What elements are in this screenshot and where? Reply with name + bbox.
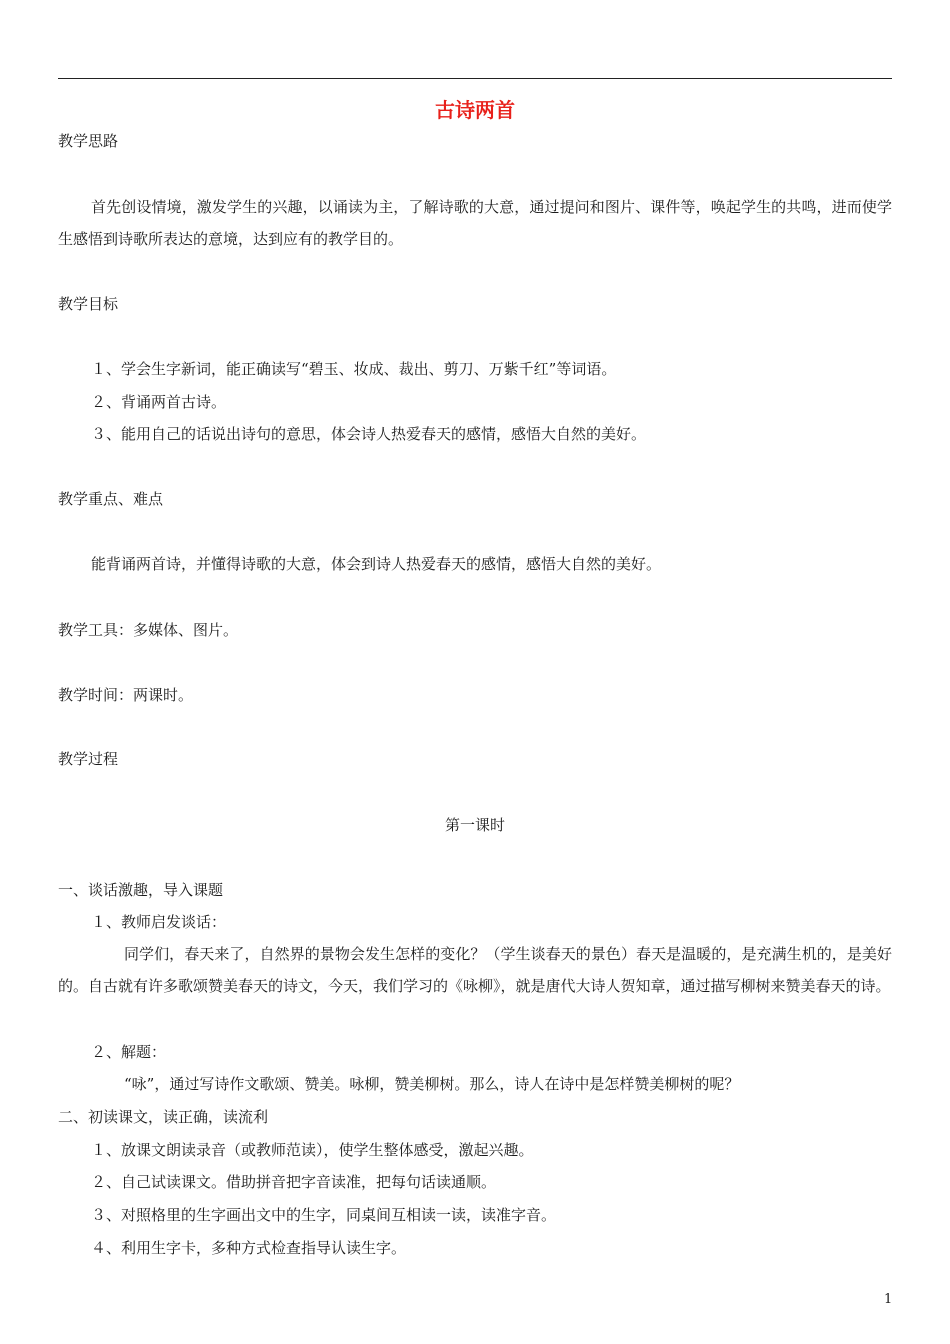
zhongdian-paragraph: 能背诵两首诗，并懂得诗歌的大意，体会到诗人热爱春天的感情，感悟大自然的美好。 <box>91 555 662 573</box>
lesson-title: 第一课时 <box>444 816 505 834</box>
mubiao-item-2: ２、背诵两首古诗。 <box>91 393 227 411</box>
part1-heading: 一、谈话激趣，导入课题 <box>58 881 224 899</box>
heading-mubiao: 教学目标 <box>58 295 119 313</box>
part2-item-4: ４、利用生字卡，多种方式检查指导认读生字。 <box>91 1239 407 1257</box>
mubiao-item-1: １、学会生字新词，能正确读写“碧玉、妆成、裁出、剪刀、万紫千红”等词语。 <box>91 360 617 378</box>
heading-zhongdian: 教学重点、难点 <box>58 490 164 508</box>
part2-item-3: ３、对照格里的生字画出文中的生字，同桌间互相读一读，读准字音。 <box>91 1206 557 1224</box>
silu-paragraph: 首先创设情境，激发学生的兴趣，以诵读为主，了解诗歌的大意，通过提问和图片、课件等，唤起学生的共鸣，进而使学生感悟到诗歌所表达的意境，达到应有的教学目的。 <box>58 198 892 248</box>
part1-item-2-paragraph: “咏”，通过写诗作文歌颂、赞美。咏柳，赞美柳树。那么，诗人在诗中是怎样赞美柳树的呢？ <box>124 1075 740 1093</box>
part2-heading: 二、初读课文，读正确，读流利 <box>58 1108 269 1126</box>
heading-guocheng: 教学过程 <box>58 750 119 768</box>
part2-item-2: ２、自己试读课文。借助拼音把字音读准，把每句话读通顺。 <box>91 1173 497 1191</box>
part1-item-1-paragraph: 同学们，春天来了，自然界的景物会发生怎样的变化？（学生谈春天的景色）春天是温暖的，是充满生机的，是美好的。自古就有许多歌颂赞美春天的诗文，今天，我们学习的《咏柳》，就是唐代大诗人贺知章，通过描写柳树来赞美春天的诗。 <box>58 945 892 995</box>
part2-item-1: １、放课文朗读录音（或教师范读），使学生整体感受，激起兴趣。 <box>91 1141 534 1159</box>
mubiao-item-3: ３、能用自己的话说出诗句的意思，体会诗人热爱春天的感情，感悟大自然的美好。 <box>91 425 647 443</box>
gongju-line: 教学工具：多媒体、图片。 <box>58 621 239 639</box>
document-title: 古诗两首 <box>435 98 515 122</box>
shijian-line: 教学时间：两课时。 <box>58 686 194 704</box>
heading-silu: 教学思路 <box>58 132 119 150</box>
page-number: 1 <box>884 1292 893 1307</box>
part1-item-1: １、教师启发谈话： <box>91 913 227 931</box>
part1-item-2: ２、解题： <box>91 1043 167 1061</box>
header-rule <box>58 78 892 79</box>
